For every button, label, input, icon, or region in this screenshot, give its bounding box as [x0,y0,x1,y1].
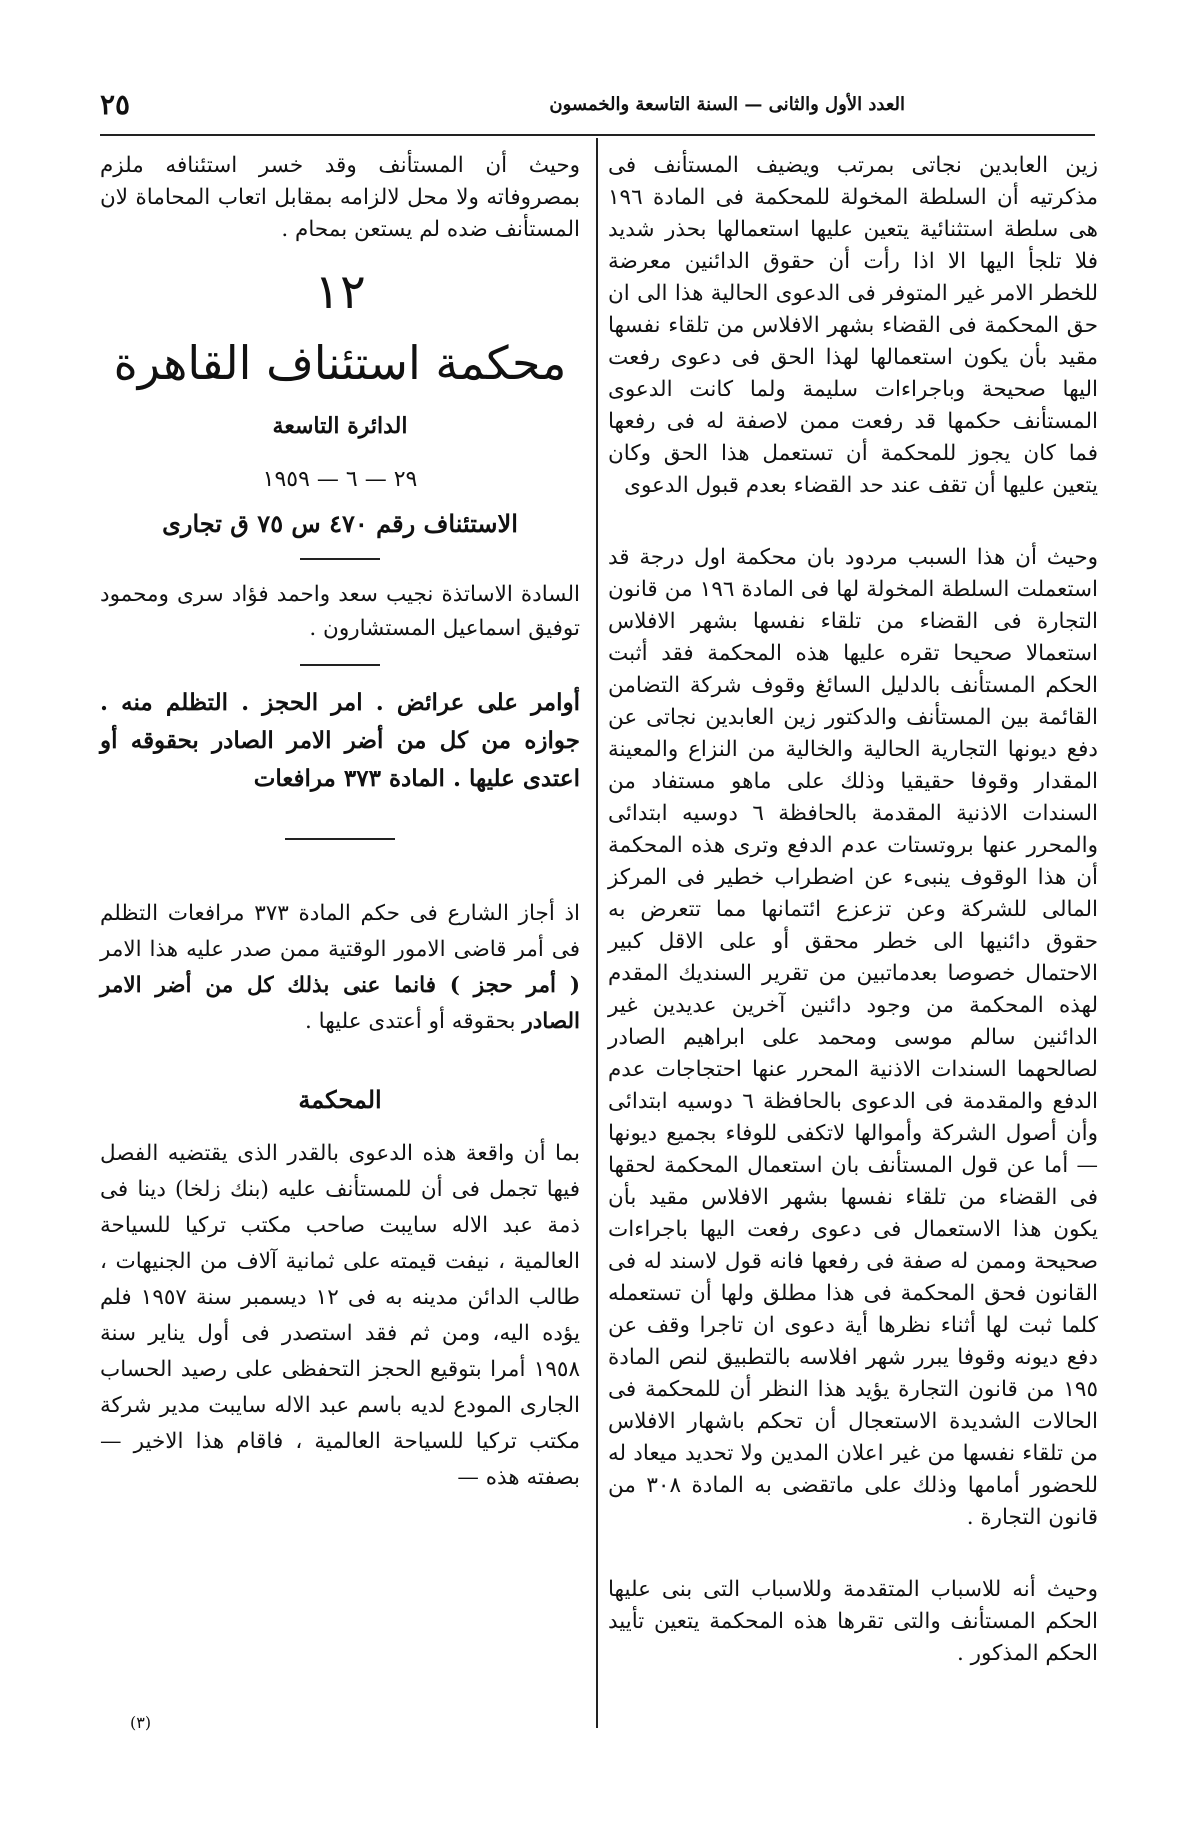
paragraph: وحيث أن هذا السبب مردود بان محكمة اول درجة قد استعملت السلطة المخولة لها فى المادة ١٩٦ من قانون التجارة فى القضاء من تلقاء نفسها بشهر الافلاس استعمالا صحيحا تقره عليها هذه المحكمة فقد أثبت الحكم المستأنف بالدليل السائغ وقوف شركة التضامن القائمة بين المستأنف والدكتور زين العابدين نجاتى عن دفع ديونها التجارية الحالية والخالية من النزاع والمعينة المقدار وقوفا حقيقيا وذلك على ماهو مستفاد من السندات الاذنية المقدمة بالحافظة ٦ دوسيه ابتدائى والمحرر عنها بروتستات عدم الدفع وترى هذه المحكمة أن هذا الوقوف ينبىء عن اضطراب خطير فى المركز المالى للشركة وعن تزعزع ائتمانها مما تتعرض به حقوق دائنيها الى خطر محقق أو على الاقل كبير الاحتمال خصوصا بعدماتبين من تقرير السنديك المقدم لهذه المحكمة من وجود دائنين آخرين عديدين غير الدائنين سالم موسى ومحمد على ابراهيم الصادر لصالحهما السندات الاذنية المحرر عنها احتجاجات عدم الدفع والمقدمة فى الدعوى بالحافظة ٦ دوسيه ابتدائى وأن أصول الشركة وأموالها لاتكفى للوفاء بجميع ديونها — أما عن قول المستأنف بان استعمال المحكمة لحقها فى القضاء من تلقاء نفسها بشهر الافلاس مقيد بأن يكون هذا الاستعمال فى دعوى رفعت اليها باجراءات صحيحة وممن له صفة فى رفعها فانه قول لاسند له فى القانون فحق المحكمة فى هذا مطلق ولها أن تستعمله كلما ثبت لها أثناء نظرها أية دعوى ان تاجرا وقف عن دفع ديونه وقوفا يبرر شهر افلاسه بالتطبيق لنص المادة ١٩٥ من قانون التجارة يؤيد هذا النظر أن للمحكمة فى الحالات الشديدة الاستعجال أن تحكم باشهار الافلاس من تلقاء نفسها من غير اعلان المدين ولا تحديد ميعاد له للحضور أمامها وذلك على ماتقضى به المادة ٣٠٨ من قانون التجارة . [608,545,1099,1530]
circuit-name: الدائرة التاسعة [272,413,408,439]
paragraph: زين العابدين نجاتى بمرتب ويضيف المستأنف فى مذكرتيه أن السلطة المخولة للمحكمة فى المادة ١٩٦ هى سلطة استثنائية يتعين عليها استعمالها بحذر شديد فلا تلجأ اليها الا اذا رأت أن حقوق الدائنين معرضة للخطر الامر غير المتوفر فى الدعوى الحالية هذا الى ان حق المحكمة فى القضاء بشهر الافلاس من تلقاء نفسها مقيد بأن يكون استعمالها لهذا الحق فى دعوى رفعت اليها صحيحة وباجراءات سليمة ولما كانت الدعوى المستأنف حكمها قد رفعت ممن لاصفة له فى رفعها فما كان يجوز للمحكمة أن تستعمل هذا الحق وكان يتعين عليها أن تقف عند حد القضاء بعدم قبول الدعوى [608,153,1098,498]
summary-emphasis: ( أمر حجز ) فانما عنى بذلك كل من أضر الامر الصادر [100,973,580,1034]
case-number: ١٢ [314,264,366,320]
signature-mark: (٣) [130,1713,152,1732]
paragraph: وحيث أنه للاسباب المتقدمة وللاسباب التى بنى عليها الحكم المستأنف والتى تقرها هذه المحكمة يتعين تأييد الحكم المذكور . [608,1577,1098,1666]
summary-text: اذ أجاز الشارع فى حكم المادة ٣٧٣ مرافعات التظلم فى أمر قاضى الامور الوقتية ممن صدر عليه هذا الامر [100,901,580,962]
headnote: أوامر على عرائض . امر الحجز . التظلم منه . جوازه من كل من أضر الامر الصادر بحقوقه أو اعتدى عليها . المادة ٣٧٣ مرافعات [100,689,580,792]
page-number: ٢٥ [100,88,131,121]
section-title: المحكمة [298,1085,382,1114]
appeal-reference: الاستئناف رقم ٤٧٠ س ٧٥ ق تجارى [162,509,518,538]
paragraph: بما أن واقعة هذه الدعوى بالقدر الذى يقتضيه الفصل فيها تجمل فى أن للمستأنف عليه (بنك زلخا) دينا فى ذمة عبد الاله سايبت صاحب مكتب تركيا للسياحة العالمية ، نيفت قيمته على ثمانية آلاف من الجنيهات ، طالب الدائن مدينه به فى ١٢ ديسمبر سنة ١٩٥٧ فلم يؤده اليه، ومن ثم فقد استصدر فى أول يناير سنة ١٩٥٨ أمرا بتوقيع الحجز التحفظى على رصيد الحساب الجارى المودع لديه باسم عبد الاله سايبت مدير شركة مكتب تركيا للسياحة العالمية ، فاقام هذا الاخير — بصفته هذه — [100,1141,580,1490]
summary-text: بحقوقه أو أعتدى عليها . [304,1009,516,1034]
column-divider [596,138,598,1728]
bench-members: السادة الاساتذة نجيب سعد واحمد فؤاد سرى ومحمود توفيق اسماعيل المستشارون . [100,582,580,641]
divider-rule [300,558,380,560]
divider-rule [300,664,380,666]
court-name: محكمة استئناف القاهرة [113,336,567,390]
running-title: العدد الأول والثانى — السنة التاسعة والخمسون [549,94,905,115]
opening-paragraph: وحيث أن المستأنف وقد خسر استئنافه ملزم بمصروفاته ولا محل لالزامه بمقابل اتعاب المحاماة لان المستأنف ضده لم يستعن بمحام . [100,153,580,242]
left-column [100,150,580,1496]
right-column [608,150,1098,1670]
page-header [100,88,1095,136]
divider-rule [285,838,395,840]
legal-summary [100,896,580,1040]
judgment-date: ٢٩ — ٦ — ١٩٥٩ [262,467,418,492]
